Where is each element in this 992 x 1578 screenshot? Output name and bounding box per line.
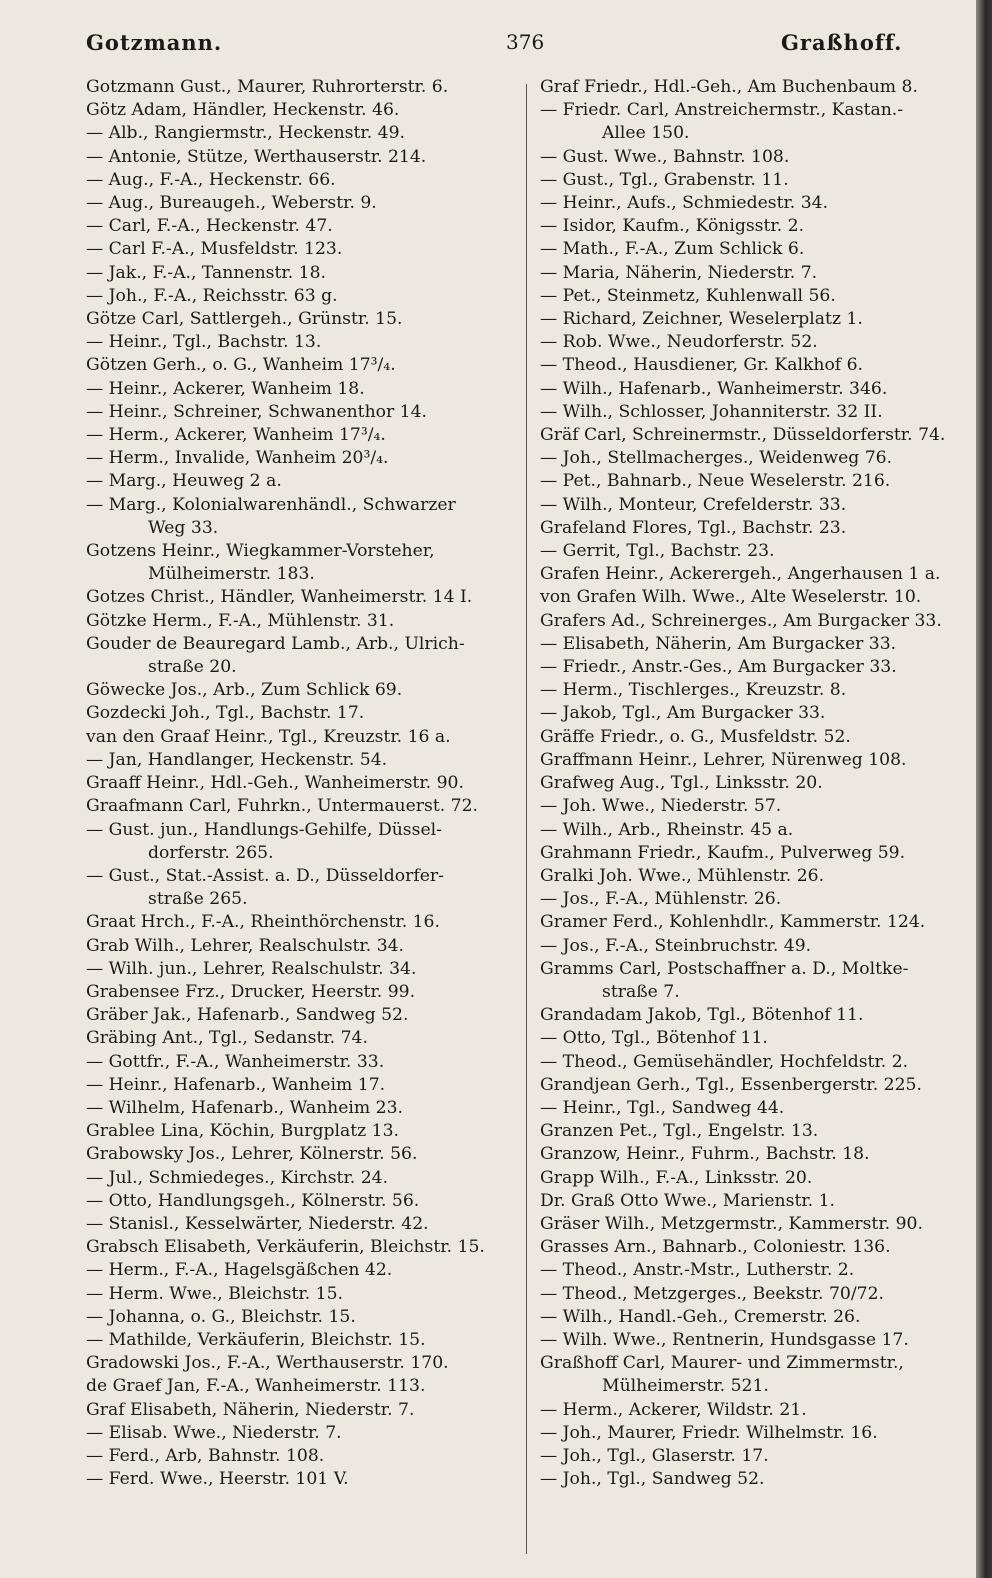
- directory-entry: [540, 76, 972, 99]
- directory-entry: [86, 540, 518, 586]
- directory-entry: [540, 1445, 972, 1468]
- entry-text: Graßhoff Carl, Maurer- und Zimmermstr.,: [540, 1353, 904, 1374]
- entry-text: Gotzmann Gust., Maurer, Ruhrorterstr. 6.: [86, 77, 449, 97]
- entry-text: — Rob. Wwe., Neudorferstr. 52.: [540, 332, 818, 353]
- entry-text: Graaff Heinr., Hdl.-Geh., Wanheimerstr. 90.: [86, 773, 464, 794]
- directory-entry: [86, 424, 518, 447]
- directory-entry: [540, 819, 972, 842]
- entry-continuation: straße 265.: [148, 889, 248, 910]
- entry-text: de Graef Jan, F.-A., Wanheimerstr. 113.: [86, 1376, 426, 1397]
- entry-text: Gräbing Ant., Tgl., Sedanstr. 74.: [86, 1028, 368, 1049]
- entry-text: Gräber Jak., Hafenarb., Sandweg 52.: [86, 1005, 409, 1026]
- entry-text: — Heinr., Ackerer, Wanheim 18.: [86, 378, 365, 399]
- directory-entry: [86, 1352, 518, 1375]
- entry-text: Grab Wilh., Lehrer, Realschulstr. 34.: [86, 935, 405, 956]
- directory-entry: [86, 122, 518, 145]
- entry-continuation: dorferstr. 265.: [148, 842, 274, 863]
- directory-entry: [86, 1422, 518, 1445]
- directory-entry: [540, 1399, 972, 1422]
- directory-entry: [540, 888, 972, 911]
- directory-entry: [540, 540, 972, 563]
- directory-entry: [86, 146, 518, 169]
- entry-text: Grapp Wilh., F.-A., Linksstr. 20.: [540, 1167, 813, 1188]
- directory-entry: [86, 819, 518, 865]
- directory-entry: [86, 726, 518, 749]
- directory-entry: [540, 749, 972, 772]
- entry-text: Gräf Carl, Schreinermstr., Düsseldorferstr. 74.: [540, 425, 946, 446]
- directory-entry: [540, 1097, 972, 1120]
- entry-text: Götz Adam, Händler, Heckenstr. 46.: [86, 100, 400, 121]
- directory-entry: [540, 447, 972, 470]
- directory-entry: [540, 610, 972, 633]
- entry-text: Graffmann Heinr., Lehrer, Nürenweg 108.: [540, 749, 907, 770]
- entry-text: Gozdecki Joh., Tgl., Bachstr. 17.: [86, 703, 365, 724]
- directory-entry: [86, 1027, 518, 1050]
- directory-entry: [540, 308, 972, 331]
- entry-text: von Grafen Wilh. Wwe., Alte Weselerstr. 10.: [540, 587, 922, 608]
- directory-entry: [540, 726, 972, 749]
- directory-entry: [86, 679, 518, 702]
- directory-entry: [86, 1259, 518, 1282]
- entry-text: — Wilh. Wwe., Rentnerin, Hundsgasse 17.: [540, 1329, 909, 1350]
- entry-text: — Friedr. Carl, Anstreichermstr., Kastan.-: [540, 100, 904, 121]
- directory-entry: [540, 1190, 972, 1213]
- directory-entry: [86, 1143, 518, 1166]
- entry-continuation: Allee 150.: [602, 123, 690, 144]
- directory-entry: [86, 238, 518, 261]
- entry-text: — Wilh., Arb., Rheinstr. 45 a.: [540, 819, 794, 840]
- directory-entry: [86, 215, 518, 238]
- entry-text: — Gerrit, Tgl., Bachstr. 23.: [540, 541, 775, 562]
- entry-text: — Wilh., Schlosser, Johanniterstr. 32 II.: [540, 401, 883, 422]
- directory-entry: [540, 517, 972, 540]
- directory-entry: [540, 1004, 972, 1027]
- entry-text: — Wilh., Hafenarb., Wanheimerstr. 346.: [540, 378, 888, 399]
- directory-entry: [86, 911, 518, 934]
- directory-entry: [86, 865, 518, 911]
- entry-text: — Jos., F.-A., Steinbruchstr. 49.: [540, 935, 812, 956]
- entry-text: — Joh., Tgl., Sandweg 52.: [540, 1469, 765, 1490]
- entry-text: van den Graaf Heinr., Tgl., Kreuzstr. 16 a.: [86, 726, 451, 747]
- directory-entry: [540, 1352, 972, 1398]
- entry-text: — Otto, Handlungsgeh., Kölnerstr. 56.: [86, 1190, 420, 1211]
- entry-text: — Friedr., Anstr.-Ges., Am Burgacker 33.: [540, 657, 897, 678]
- entry-text: Gralki Joh. Wwe., Mühlenstr. 26.: [540, 865, 825, 886]
- entry-text: — Johanna, o. G., Bleichstr. 15.: [86, 1306, 356, 1327]
- entry-text: Grabowsky Jos., Lehrer, Kölnerstr. 56.: [86, 1144, 418, 1165]
- entry-text: — Theod., Metzgerges., Beekstr. 70/72.: [540, 1283, 884, 1304]
- entry-text: — Aug., F.-A., Heckenstr. 66.: [86, 169, 336, 190]
- directory-entry: [86, 1283, 518, 1306]
- directory-entry: [86, 494, 518, 540]
- entry-text: Gramer Ferd., Kohlenhdlr., Kammerstr. 124.: [540, 912, 926, 933]
- directory-entry: [86, 1399, 518, 1422]
- directory-entry: [86, 354, 518, 377]
- entry-text: — Math., F.-A., Zum Schlick 6.: [540, 239, 805, 260]
- entry-text: — Gust., Tgl., Grabenstr. 11.: [540, 169, 789, 190]
- directory-entry: [540, 238, 972, 261]
- entry-text: — Carl, F.-A., Heckenstr. 47.: [86, 216, 333, 237]
- entry-text: — Herm., Tischlerges., Kreuzstr. 8.: [540, 680, 847, 701]
- entry-text: — Elisabeth, Näherin, Am Burgacker 33.: [540, 633, 897, 654]
- entry-text: Grafweg Aug., Tgl., Linksstr. 20.: [540, 773, 823, 794]
- directory-entry: [540, 1283, 972, 1306]
- entry-text: Graf Friedr., Hdl.-Geh., Am Buchenbaum 8.: [540, 77, 918, 97]
- entry-text: Grabensee Frz., Drucker, Heerstr. 99.: [86, 981, 416, 1002]
- directory-entry: [540, 935, 972, 958]
- directory-entry: [540, 401, 972, 424]
- entry-text: — Otto, Tgl., Bötenhof 11.: [540, 1028, 768, 1049]
- entry-text: Graf Elisabeth, Näherin, Niederstr. 7.: [86, 1399, 415, 1420]
- entry-text: — Pet., Steinmetz, Kuhlenwall 56.: [540, 285, 836, 306]
- directory-entry: [86, 702, 518, 725]
- entry-text: — Heinr., Tgl., Bachstr. 13.: [86, 332, 322, 353]
- entry-text: — Herm. Wwe., Bleichstr. 15.: [86, 1283, 343, 1304]
- entry-text: Granzow, Heinr., Fuhrm., Bachstr. 18.: [540, 1144, 870, 1165]
- entry-text: — Ferd. Wwe., Heerstr. 101 V.: [86, 1469, 349, 1490]
- directory-entry: [540, 1468, 972, 1491]
- entry-continuation: Mülheimerstr. 183.: [148, 564, 315, 585]
- entry-text: — Jul., Schmiedeges., Kirchstr. 24.: [86, 1167, 389, 1188]
- entry-continuation: Mülheimerstr. 521.: [602, 1376, 769, 1397]
- entry-text: — Heinr., Tgl., Sandweg 44.: [540, 1097, 785, 1118]
- directory-entry: [540, 1306, 972, 1329]
- directory-entry: [86, 1329, 518, 1352]
- directory-entry: [86, 1213, 518, 1236]
- directory-entry: [86, 981, 518, 1004]
- right-column: [540, 76, 972, 1491]
- entry-text: Grandadam Jakob, Tgl., Bötenhof 11.: [540, 1005, 864, 1026]
- directory-entry: [86, 1097, 518, 1120]
- left-column: [86, 76, 518, 1491]
- entry-text: — Herm., F.-A., Hagelsgäßchen 42.: [86, 1260, 393, 1281]
- entry-text: — Wilh. jun., Lehrer, Realschulstr. 34.: [86, 958, 417, 979]
- entry-text: Gouder de Beauregard Lamb., Arb., Ulrich-: [86, 633, 465, 654]
- entry-text: — Heinr., Aufs., Schmiedestr. 34.: [540, 193, 829, 214]
- directory-entry: [540, 1051, 972, 1074]
- page-header: [86, 28, 966, 60]
- entry-text: — Herm., Ackerer, Wildstr. 21.: [540, 1399, 807, 1420]
- entry-text: — Ferd., Arb, Bahnstr. 108.: [86, 1445, 325, 1466]
- directory-entry: [540, 1329, 972, 1352]
- entry-text: Gotzens Heinr., Wiegkammer-Vorsteher,: [86, 541, 435, 562]
- directory-entry: [86, 470, 518, 493]
- directory-entry: [86, 749, 518, 772]
- directory-entry: [540, 1259, 972, 1282]
- directory-entry: [540, 842, 972, 865]
- directory-entry: [540, 470, 972, 493]
- entry-text: — Antonie, Stütze, Werthauserstr. 214.: [86, 146, 427, 167]
- page-number: 376: [506, 30, 545, 54]
- entry-text: — Richard, Zeichner, Weselerplatz 1.: [540, 309, 863, 330]
- entry-text: Grafen Heinr., Ackerergeh., Angerhausen 1 a.: [540, 564, 941, 585]
- directory-entry: [540, 262, 972, 285]
- directory-entry: [540, 772, 972, 795]
- directory-entry: [540, 354, 972, 377]
- entry-text: Grandjean Gerh., Tgl., Essenbergerstr. 225.: [540, 1074, 922, 1095]
- directory-entry: [540, 586, 972, 609]
- entry-text: Grablee Lina, Köchin, Burgplatz 13.: [86, 1121, 399, 1142]
- entry-text: — Marg., Heuweg 2 a.: [86, 471, 282, 492]
- directory-entry: [540, 1074, 972, 1097]
- directory-entry: [540, 1422, 972, 1445]
- entry-text: — Gust. jun., Handlungs-Gehilfe, Düssel-: [86, 819, 442, 840]
- entry-text: — Gust., Stat.-Assist. a. D., Düsseldorfer-: [86, 865, 444, 886]
- directory-entry: [86, 772, 518, 795]
- entry-text: — Aug., Bureaugeh., Weberstr. 9.: [86, 193, 377, 214]
- entry-text: Dr. Graß Otto Wwe., Marienstr. 1.: [540, 1190, 836, 1211]
- header-last-name: Graßhoff.: [781, 30, 903, 55]
- entry-continuation: straße 20.: [148, 657, 237, 678]
- entry-continuation: straße 7.: [602, 981, 680, 1002]
- directory-entry: [540, 958, 972, 1004]
- entry-text: — Pet., Bahnarb., Neue Weselerstr. 216.: [540, 471, 891, 492]
- entry-text: Gotzes Christ., Händler, Wanheimerstr. 14 I.: [86, 587, 473, 608]
- directory-entry: [86, 1004, 518, 1027]
- directory-entry: [540, 1143, 972, 1166]
- entry-text: — Joh., Tgl., Glaserstr. 17.: [540, 1445, 769, 1466]
- directory-entry: [86, 447, 518, 470]
- directory-entry: [540, 215, 972, 238]
- entry-text: — Wilh., Handl.-Geh., Cremerstr. 26.: [540, 1306, 861, 1327]
- directory-entry: [540, 1236, 972, 1259]
- entry-text: Grafeland Flores, Tgl., Bachstr. 23.: [540, 517, 847, 538]
- directory-entry: [540, 494, 972, 517]
- directory-entry: [86, 285, 518, 308]
- entry-text: — Joh. Wwe., Niederstr. 57.: [540, 796, 782, 817]
- directory-entry: [86, 1375, 518, 1398]
- directory-entry: [86, 1074, 518, 1097]
- entry-text: — Stanisl., Kesselwärter, Niederstr. 42.: [86, 1213, 429, 1234]
- directory-entry: [86, 1051, 518, 1074]
- entry-text: — Isidor, Kaufm., Königsstr. 2.: [540, 216, 805, 237]
- entry-text: — Joh., Stellmacherges., Weidenweg 76.: [540, 448, 893, 469]
- entry-text: — Jakob, Tgl., Am Burgacker 33.: [540, 703, 826, 724]
- directory-entry: [86, 795, 518, 818]
- entry-text: — Heinr., Hafenarb., Wanheim 17.: [86, 1074, 386, 1095]
- entry-text: — Wilhelm, Hafenarb., Wanheim 23.: [86, 1097, 403, 1118]
- directory-entry: [540, 911, 972, 934]
- column-divider: [526, 84, 527, 1554]
- entry-text: Göwecke Jos., Arb., Zum Schlick 69.: [86, 680, 403, 701]
- entry-text: Götzke Herm., F.-A., Mühlenstr. 31.: [86, 610, 395, 631]
- directory-entry: [540, 795, 972, 818]
- entry-text: — Joh., Maurer, Friedr. Wilhelmstr. 16.: [540, 1422, 878, 1443]
- entry-text: Grahmann Friedr., Kaufm., Pulverweg 59.: [540, 842, 906, 863]
- directory-entry: [86, 169, 518, 192]
- directory-entry: [86, 633, 518, 679]
- entry-text: — Marg., Kolonialwarenhändl., Schwarzer: [86, 494, 456, 515]
- directory-entry: [540, 378, 972, 401]
- entry-text: — Elisab. Wwe., Niederstr. 7.: [86, 1422, 342, 1443]
- entry-text: Gräser Wilh., Metzgermstr., Kammerstr. 90.: [540, 1213, 923, 1234]
- directory-entry: [540, 702, 972, 725]
- directory-entry: [86, 1120, 518, 1143]
- directory-entry: [540, 169, 972, 192]
- directory-entry: [86, 308, 518, 331]
- directory-entry: [86, 1468, 518, 1491]
- book-spine-edge: [976, 0, 992, 1578]
- directory-entry: [86, 586, 518, 609]
- entry-text: Graafmann Carl, Fuhrkn., Untermauerst. 72.: [86, 796, 478, 817]
- directory-entry: [540, 192, 972, 215]
- entry-text: — Maria, Näherin, Niederstr. 7.: [540, 262, 818, 283]
- directory-entry: [540, 1167, 972, 1190]
- entry-text: — Joh., F.-A., Reichsstr. 63 g.: [86, 285, 338, 306]
- entry-text: Grafers Ad., Schreinerges., Am Burgacker 33.: [540, 610, 942, 631]
- directory-entry: [540, 331, 972, 354]
- directory-entry: [540, 1027, 972, 1050]
- entry-text: Gradowski Jos., F.-A., Werthauserstr. 170.: [86, 1353, 449, 1374]
- directory-entry: [86, 76, 518, 99]
- directory-entry: [86, 401, 518, 424]
- entry-text: — Carl F.-A., Musfeldstr. 123.: [86, 239, 343, 260]
- entry-text: — Gust. Wwe., Bahnstr. 108.: [540, 146, 790, 167]
- directory-entry: [540, 285, 972, 308]
- directory-entry: [540, 656, 972, 679]
- directory-entry: [86, 99, 518, 122]
- directory-entry: [86, 1445, 518, 1468]
- header-first-name: Gotzmann.: [86, 30, 223, 55]
- entry-text: — Wilh., Monteur, Crefelderstr. 33.: [540, 494, 847, 515]
- entry-text: — Theod., Hausdiener, Gr. Kalkhof 6.: [540, 355, 864, 376]
- entry-text: — Mathilde, Verkäuferin, Bleichstr. 15.: [86, 1329, 426, 1350]
- directory-entry: [86, 378, 518, 401]
- directory-entry: [540, 633, 972, 656]
- directory-entry: [540, 424, 972, 447]
- directory-entry: [86, 610, 518, 633]
- directory-entry: [540, 146, 972, 169]
- directory-entry: [86, 1306, 518, 1329]
- directory-entry: [86, 935, 518, 958]
- entry-text: Graat Hrch., F.-A., Rheinthörchenstr. 16.: [86, 912, 440, 933]
- entry-continuation: Weg 33.: [148, 517, 219, 538]
- directory-entry: [86, 262, 518, 285]
- entry-text: — Herm., Ackerer, Wanheim 17³/₄.: [86, 425, 386, 446]
- directory-entry: [540, 563, 972, 586]
- directory-entry: [86, 1167, 518, 1190]
- entry-text: Gräffe Friedr., o. G., Musfeldstr. 52.: [540, 726, 851, 747]
- directory-entry: [86, 1190, 518, 1213]
- directory-entry: [540, 1120, 972, 1143]
- directory-entry: [540, 99, 972, 145]
- entry-text: Grabsch Elisabeth, Verkäuferin, Bleichstr. 15.: [86, 1237, 485, 1258]
- entry-text: — Theod., Anstr.-Mstr., Lutherstr. 2.: [540, 1260, 855, 1281]
- entry-text: — Heinr., Schreiner, Schwanenthor 14.: [86, 401, 428, 422]
- directory-entry: [540, 865, 972, 888]
- entry-text: Granzen Pet., Tgl., Engelstr. 13.: [540, 1121, 819, 1142]
- directory-entry: [86, 958, 518, 981]
- entry-text: — Theod., Gemüsehändler, Hochfeldstr. 2.: [540, 1051, 909, 1072]
- entry-text: Götze Carl, Sattlergeh., Grünstr. 15.: [86, 309, 403, 330]
- directory-entry: [540, 679, 972, 702]
- entry-text: — Gottfr., F.-A., Wanheimerstr. 33.: [86, 1051, 385, 1072]
- directory-entry: [540, 1213, 972, 1236]
- entry-text: — Alb., Rangiermstr., Heckenstr. 49.: [86, 123, 405, 144]
- entry-text: Grasses Arn., Bahnarb., Coloniestr. 136.: [540, 1237, 891, 1258]
- entry-text: Gramms Carl, Postschaffner a. D., Moltke-: [540, 958, 909, 979]
- entry-text: — Jos., F.-A., Mühlenstr. 26.: [540, 889, 782, 910]
- entry-text: — Jak., F.-A., Tannenstr. 18.: [86, 262, 326, 283]
- directory-entry: [86, 1236, 518, 1259]
- entry-text: Götzen Gerh., o. G., Wanheim 17³/₄.: [86, 355, 396, 376]
- entry-text: — Jan, Handlanger, Heckenstr. 54.: [86, 749, 388, 770]
- directory-entry: [86, 192, 518, 215]
- directory-entry: [86, 331, 518, 354]
- entry-text: — Herm., Invalide, Wanheim 20³/₄.: [86, 448, 389, 469]
